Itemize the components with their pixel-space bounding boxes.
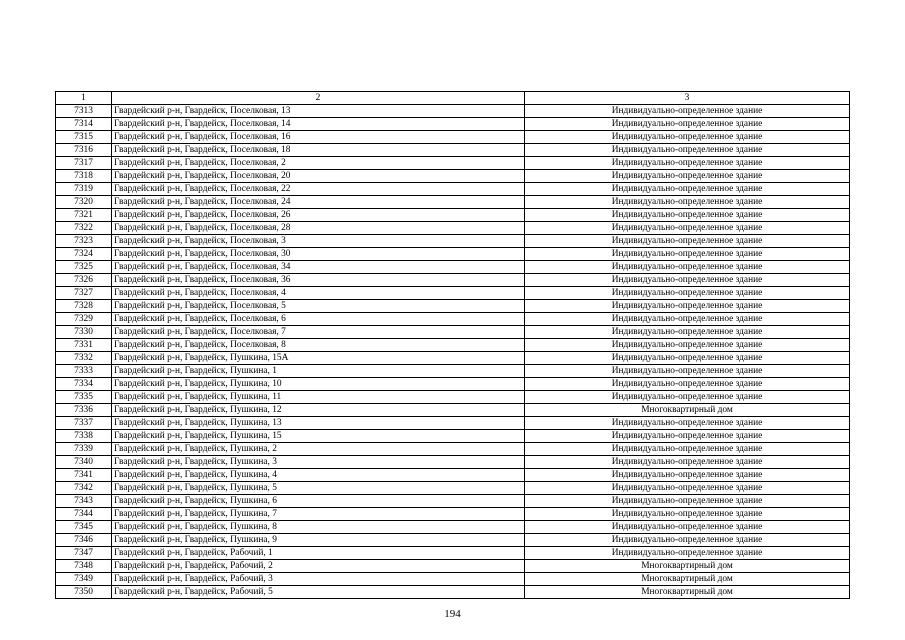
table-row: [56, 547, 850, 560]
table-row: [56, 196, 850, 209]
address-cell: Гвардейский р-н, Гвардейск, Поселковая, 5: [112, 300, 525, 313]
record-number-cell: 7325: [56, 261, 112, 274]
address-cell: Гвардейский р-н, Гвардейск, Пушкина, 9: [112, 534, 525, 547]
address-cell: Гвардейский р-н, Гвардейск, Поселковая, 2: [112, 157, 525, 170]
address-cell: Гвардейский р-н, Гвардейск, Пушкина, 1: [112, 365, 525, 378]
table-row: [56, 378, 850, 391]
table-row: [56, 417, 850, 430]
address-cell: Гвардейский р-н, Гвардейск, Пушкина, 11: [112, 391, 525, 404]
table-row: [56, 287, 850, 300]
building-type-cell: Многоквартирный дом: [525, 404, 850, 417]
table-row: [56, 430, 850, 443]
record-number-cell: 7332: [56, 352, 112, 365]
address-cell: Гвардейский р-н, Гвардейск, Поселковая, 7: [112, 326, 525, 339]
record-number-cell: 7333: [56, 365, 112, 378]
address-cell: Гвардейский р-н, Гвардейск, Поселковая, 20: [112, 170, 525, 183]
building-type-cell: Индивидуально-определенное здание: [525, 170, 850, 183]
column-header-3: 3: [525, 92, 850, 105]
record-number-cell: 7335: [56, 391, 112, 404]
address-cell: Гвардейский р-н, Гвардейск, Поселковая, 30: [112, 248, 525, 261]
address-cell: Гвардейский р-н, Гвардейск, Поселковая, 14: [112, 118, 525, 131]
building-type-cell: Индивидуально-определенное здание: [525, 378, 850, 391]
record-number-cell: 7327: [56, 287, 112, 300]
address-cell: Гвардейский р-н, Гвардейск, Рабочий, 3: [112, 573, 525, 586]
table-row: [56, 521, 850, 534]
table-row: [56, 339, 850, 352]
address-cell: Гвардейский р-н, Гвардейск, Пушкина, 13: [112, 417, 525, 430]
record-number-cell: 7344: [56, 508, 112, 521]
record-number-cell: 7341: [56, 469, 112, 482]
record-number-cell: 7328: [56, 300, 112, 313]
table-row: [56, 586, 850, 599]
record-number-cell: 7336: [56, 404, 112, 417]
record-number-cell: 7322: [56, 222, 112, 235]
table-row: [56, 326, 850, 339]
building-type-cell: Индивидуально-определенное здание: [525, 287, 850, 300]
building-type-cell: Индивидуально-определенное здание: [525, 508, 850, 521]
address-cell: Гвардейский р-н, Гвардейск, Рабочий, 2: [112, 560, 525, 573]
address-cell: Гвардейский р-н, Гвардейск, Пушкина, 15: [112, 430, 525, 443]
table-row: [56, 209, 850, 222]
table-row: [56, 560, 850, 573]
building-type-cell: Индивидуально-определенное здание: [525, 534, 850, 547]
building-type-cell: Индивидуально-определенное здание: [525, 248, 850, 261]
address-cell: Гвардейский р-н, Гвардейск, Пушкина, 15А: [112, 352, 525, 365]
record-number-cell: 7349: [56, 573, 112, 586]
address-cell: Гвардейский р-н, Гвардейск, Поселковая, 26: [112, 209, 525, 222]
record-number-cell: 7317: [56, 157, 112, 170]
building-type-cell: Индивидуально-определенное здание: [525, 326, 850, 339]
building-type-cell: Индивидуально-определенное здание: [525, 157, 850, 170]
building-type-cell: Индивидуально-определенное здание: [525, 261, 850, 274]
record-number-cell: 7337: [56, 417, 112, 430]
building-type-cell: Индивидуально-определенное здание: [525, 235, 850, 248]
record-number-cell: 7343: [56, 495, 112, 508]
address-cell: Гвардейский р-н, Гвардейск, Поселковая, 36: [112, 274, 525, 287]
address-cell: Гвардейский р-н, Гвардейск, Поселковая, 3: [112, 235, 525, 248]
building-type-cell: Индивидуально-определенное здание: [525, 339, 850, 352]
table-row: [56, 170, 850, 183]
building-type-cell: Индивидуально-определенное здание: [525, 417, 850, 430]
building-type-cell: Индивидуально-определенное здание: [525, 352, 850, 365]
table-row: [56, 235, 850, 248]
table-row: [56, 105, 850, 118]
address-cell: Гвардейский р-н, Гвардейск, Поселковая, 13: [112, 105, 525, 118]
record-number-cell: 7313: [56, 105, 112, 118]
address-cell: Гвардейский р-н, Гвардейск, Пушкина, 3: [112, 456, 525, 469]
building-type-cell: Многоквартирный дом: [525, 573, 850, 586]
building-type-cell: Индивидуально-определенное здание: [525, 131, 850, 144]
building-type-cell: Индивидуально-определенное здание: [525, 430, 850, 443]
building-type-cell: Индивидуально-определенное здание: [525, 547, 850, 560]
record-number-cell: 7348: [56, 560, 112, 573]
record-number-cell: 7339: [56, 443, 112, 456]
building-type-cell: Индивидуально-определенное здание: [525, 313, 850, 326]
building-type-cell: Индивидуально-определенное здание: [525, 521, 850, 534]
table-row: [56, 313, 850, 326]
building-type-cell: Индивидуально-определенное здание: [525, 209, 850, 222]
record-number-cell: 7323: [56, 235, 112, 248]
record-number-cell: 7342: [56, 482, 112, 495]
address-cell: Гвардейский р-н, Гвардейск, Поселковая, 6: [112, 313, 525, 326]
address-cell: Гвардейский р-н, Гвардейск, Пушкина, 5: [112, 482, 525, 495]
record-number-cell: 7338: [56, 430, 112, 443]
address-cell: Гвардейский р-н, Гвардейск, Пушкина, 4: [112, 469, 525, 482]
building-type-cell: Индивидуально-определенное здание: [525, 456, 850, 469]
address-cell: Гвардейский р-н, Гвардейск, Пушкина, 6: [112, 495, 525, 508]
record-number-cell: 7350: [56, 586, 112, 599]
table-row: [56, 469, 850, 482]
table-row: [56, 300, 850, 313]
record-number-cell: 7315: [56, 131, 112, 144]
address-cell: Гвардейский р-н, Гвардейск, Рабочий, 1: [112, 547, 525, 560]
table-row: [56, 157, 850, 170]
building-type-cell: Индивидуально-определенное здание: [525, 274, 850, 287]
building-type-cell: Многоквартирный дом: [525, 586, 850, 599]
record-number-cell: 7334: [56, 378, 112, 391]
column-header-1: 1: [56, 92, 112, 105]
building-type-cell: Индивидуально-определенное здание: [525, 105, 850, 118]
record-number-cell: 7326: [56, 274, 112, 287]
column-header-2: 2: [112, 92, 525, 105]
building-type-cell: Индивидуально-определенное здание: [525, 222, 850, 235]
table-row: [56, 222, 850, 235]
table-row: [56, 131, 850, 144]
record-number-cell: 7329: [56, 313, 112, 326]
page-number: 194: [444, 608, 461, 620]
record-number-cell: 7340: [56, 456, 112, 469]
building-type-cell: Индивидуально-определенное здание: [525, 196, 850, 209]
table-row: [56, 274, 850, 287]
address-cell: Гвардейский р-н, Гвардейск, Поселковая, 4: [112, 287, 525, 300]
address-cell: Гвардейский р-н, Гвардейск, Поселковая, 8: [112, 339, 525, 352]
address-cell: Гвардейский р-н, Гвардейск, Пушкина, 12: [112, 404, 525, 417]
building-type-cell: Индивидуально-определенное здание: [525, 118, 850, 131]
address-cell: Гвардейский р-н, Гвардейск, Поселковая, 16: [112, 131, 525, 144]
table-header-row: [56, 92, 850, 105]
building-type-cell: Индивидуально-определенное здание: [525, 183, 850, 196]
address-cell: Гвардейский р-н, Гвардейск, Пушкина, 8: [112, 521, 525, 534]
record-number-cell: 7314: [56, 118, 112, 131]
table-row: [56, 482, 850, 495]
address-cell: Гвардейский р-н, Гвардейск, Поселковая, 22: [112, 183, 525, 196]
table-body: [56, 92, 850, 599]
table-row: [56, 118, 850, 131]
record-number-cell: 7320: [56, 196, 112, 209]
table-row: [56, 443, 850, 456]
record-number-cell: 7331: [56, 339, 112, 352]
record-number-cell: 7318: [56, 170, 112, 183]
table-row: [56, 573, 850, 586]
record-number-cell: 7345: [56, 521, 112, 534]
table-row: [56, 352, 850, 365]
table-row: [56, 183, 850, 196]
record-number-cell: 7330: [56, 326, 112, 339]
address-cell: Гвардейский р-н, Гвардейск, Поселковая, 24: [112, 196, 525, 209]
table-row: [56, 508, 850, 521]
building-registry-table: [55, 91, 850, 599]
table-row: [56, 144, 850, 157]
address-cell: Гвардейский р-н, Гвардейск, Пушкина, 10: [112, 378, 525, 391]
record-number-cell: 7316: [56, 144, 112, 157]
building-type-cell: Индивидуально-определенное здание: [525, 482, 850, 495]
table-row: [56, 495, 850, 508]
record-number-cell: 7347: [56, 547, 112, 560]
building-type-cell: Индивидуально-определенное здание: [525, 300, 850, 313]
table-row: [56, 534, 850, 547]
building-type-cell: Индивидуально-определенное здание: [525, 391, 850, 404]
building-type-cell: Индивидуально-определенное здание: [525, 144, 850, 157]
building-type-cell: Индивидуально-определенное здание: [525, 365, 850, 378]
building-type-cell: Индивидуально-определенное здание: [525, 495, 850, 508]
record-number-cell: 7346: [56, 534, 112, 547]
address-cell: Гвардейский р-н, Гвардейск, Поселковая, 34: [112, 261, 525, 274]
table-row: [56, 365, 850, 378]
building-type-cell: Индивидуально-определенное здание: [525, 443, 850, 456]
record-number-cell: 7319: [56, 183, 112, 196]
building-type-cell: Индивидуально-определенное здание: [525, 469, 850, 482]
table-row: [56, 391, 850, 404]
address-cell: Гвардейский р-н, Гвардейск, Рабочий, 5: [112, 586, 525, 599]
address-cell: Гвардейский р-н, Гвардейск, Пушкина, 2: [112, 443, 525, 456]
address-cell: Гвардейский р-н, Гвардейск, Поселковая, 18: [112, 144, 525, 157]
building-type-cell: Многоквартирный дом: [525, 560, 850, 573]
table-row: [56, 261, 850, 274]
address-cell: Гвардейский р-н, Гвардейск, Поселковая, 28: [112, 222, 525, 235]
record-number-cell: 7324: [56, 248, 112, 261]
address-cell: Гвардейский р-н, Гвардейск, Пушкина, 7: [112, 508, 525, 521]
table-row: [56, 248, 850, 261]
table-row: [56, 404, 850, 417]
table-row: [56, 456, 850, 469]
record-number-cell: 7321: [56, 209, 112, 222]
